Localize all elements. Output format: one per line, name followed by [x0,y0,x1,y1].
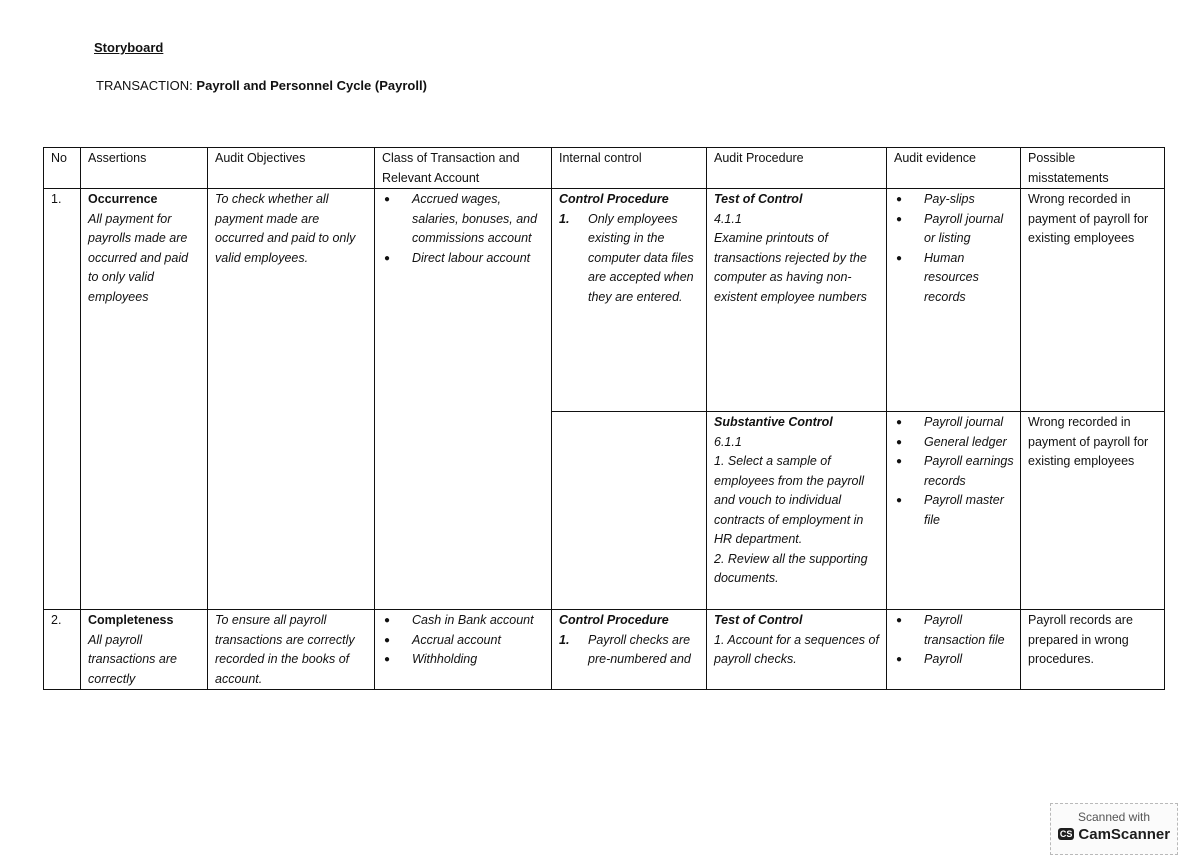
misstatement-cell: Payroll records are prepared in wrong procedures. [1021,610,1165,690]
procedure-step: 2. Review all the supporting documents. [714,551,868,585]
list-item: ● Payroll earnings records [894,452,1014,491]
header-no: No [44,148,81,189]
control-number: 1. [559,211,570,226]
list-item: ● Payroll [894,650,1014,670]
header-internal-control: Internal control [552,148,707,189]
audit-objective: To ensure all payroll transactions are correctly recorded in the books of account. [208,610,375,690]
scanned-with-label: Scanned with [1077,810,1151,824]
procedure-text: Examine printouts of transactions rejected by the computer as having non-existent employee numbers [714,231,867,304]
procedure-ref: 6.1.1 [714,434,742,449]
list-item: ● Direct labour account [382,249,545,269]
list-item: ● Payroll transaction file [894,611,1014,650]
header-possible-misstatements: Possible misstatements [1021,148,1165,189]
assertion-title: Completeness [88,613,174,627]
misstatement-cell: Wrong recorded in payment of payroll for existing employees [1021,189,1165,412]
header-assertions: Assertions [81,148,208,189]
internal-control-cell [552,610,707,690]
list-item: ● General ledger [894,433,1014,453]
assertion-title: Occurrence [88,192,158,206]
document-heading: Storyboard [94,40,164,55]
header-audit-evidence: Audit evidence [887,148,1021,189]
internal-control-cell-empty [552,412,707,610]
row-number: 1. [44,189,81,610]
list-item: ● Pay-slips [894,190,1014,210]
assertion-text: All payroll transactions are correctly [88,632,177,686]
procedure-title: Substantive Control [714,415,833,429]
procedure-title: Test of Control [714,613,803,627]
control-text: Payroll checks are pre-numbered and [588,632,691,666]
control-title: Control Procedure [559,613,669,627]
assertion-cell [81,189,208,610]
audit-procedure-cell [707,412,887,610]
header-audit-objectives: Audit Objectives [208,148,375,189]
control-number: 1. [559,632,570,647]
list-item: ● Cash in Bank account [382,611,545,631]
procedure-ref: 4.1.1 [714,211,742,226]
audit-evidence-cell [887,610,1021,690]
procedure-step: 1. Select a sample of employees from the payroll and vouch to individual contracts of employment in HR department. [714,454,865,546]
camscanner-name: CamScanner [1078,826,1171,843]
control-title: Control Procedure [559,192,669,206]
audit-evidence-cell [887,412,1021,610]
audit-procedure-cell [707,610,887,690]
list-item: ● Accrual account [382,631,545,651]
camscanner-watermark [1050,803,1178,855]
misstatement-cell: Wrong recorded in payment of payroll for existing employees [1021,412,1165,610]
procedure-title: Test of Control [714,192,803,206]
table-row [44,610,1165,690]
table-header-row [44,148,1165,189]
internal-control-cell [552,189,707,412]
camscanner-logo-icon: CS [1059,829,1073,839]
assertion-text: All payment for payrolls made are occurred and paid to only valid employees [88,211,189,304]
table-row [44,189,1165,412]
transaction-label: TRANSACTION: [96,78,193,93]
list-item: ● Payroll master file [894,491,1014,530]
audit-evidence-cell [887,189,1021,412]
header-class-of-transaction: Class of Transaction and Relevant Account [375,148,552,189]
list-item: ● Human resources records [894,249,1014,308]
list-item: ● Payroll journal or listing [894,210,1014,249]
assertion-cell [81,610,208,690]
storyboard-table [43,147,1165,690]
class-of-transaction-cell [375,189,552,610]
list-item: ● Withholding [382,650,545,670]
header-audit-procedure: Audit Procedure [707,148,887,189]
procedure-text: 1. Account for a sequences of payroll checks. [714,632,879,666]
row-number: 2. [44,610,81,690]
transaction-line [96,78,427,93]
audit-procedure-cell [707,189,887,412]
camscanner-brand [1051,826,1177,843]
control-text: Only employees existing in the computer data files are accepted when they are entered. [588,211,694,304]
audit-objective: To check whether all payment made are occurred and paid to only valid employees. [208,189,375,610]
class-of-transaction-cell [375,610,552,690]
transaction-name: Payroll and Personnel Cycle (Payroll) [196,78,427,93]
list-item: ● Payroll journal [894,413,1014,433]
list-item: ● Accrued wages, salaries, bonuses, and commissions account [382,190,545,249]
